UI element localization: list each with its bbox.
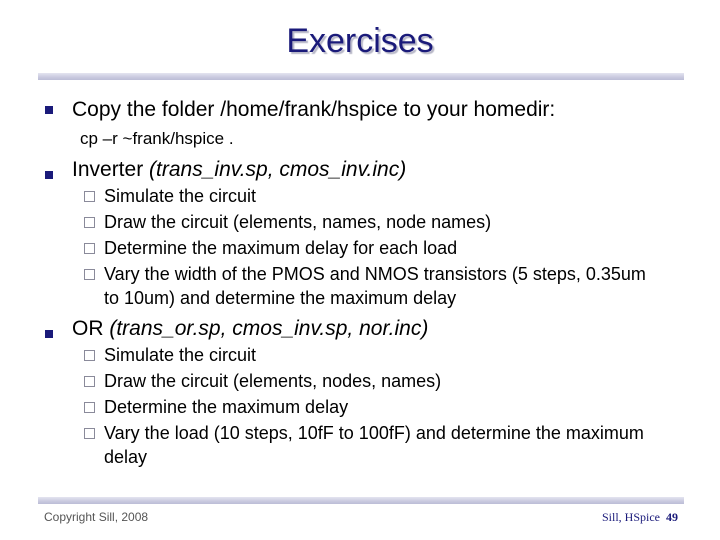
bullet-inverter	[72, 158, 406, 182]
inverter-step: Draw the circuit (elements, names, node names)	[104, 212, 492, 232]
inverter-step: Simulate the circuit	[104, 186, 257, 206]
title-divider	[38, 73, 684, 80]
bullet-or	[72, 317, 428, 341]
or-label: OR	[72, 317, 104, 340]
slide-title: Exercises	[286, 22, 434, 60]
inverter-step: Determine the maximum delay for each load	[104, 238, 458, 258]
or-step: Simulate the circuit	[104, 345, 257, 365]
checkbox-bullet	[84, 217, 95, 228]
copy-command: cp –r ~frank/hspice .	[80, 129, 234, 148]
bullet-copy-folder: Copy the folder /home/frank/hspice to your homedir:	[72, 98, 556, 121]
bullet-marker	[45, 106, 53, 114]
or-step: Draw the circuit (elements, nodes, names)	[104, 371, 442, 391]
inverter-label: Inverter	[72, 158, 144, 181]
checkbox-bullet	[84, 350, 95, 361]
footer-course: Sill, HSpice	[601, 510, 660, 524]
checkbox-bullet	[84, 243, 95, 254]
checkbox-bullet	[84, 191, 95, 202]
footer-copyright: Copyright Sill, 2008	[44, 510, 149, 524]
checkbox-bullet	[84, 428, 95, 439]
checkbox-bullet	[84, 402, 95, 413]
or-step: Determine the maximum delay	[104, 397, 349, 417]
or-files: (trans_or.sp, cmos_inv.sp, nor.inc)	[109, 317, 429, 340]
inverter-files: (trans_inv.sp, cmos_inv.inc)	[149, 158, 407, 181]
bullet-marker	[45, 171, 53, 179]
checkbox-bullet	[84, 269, 95, 280]
footer-divider	[38, 497, 684, 504]
footer-info	[602, 510, 678, 525]
checkbox-bullet	[84, 376, 95, 387]
page-number: 49	[666, 510, 678, 524]
or-step: Vary the load (10 steps, 10fF to 100fF) and determine the maximum delay	[104, 423, 644, 467]
inverter-step: Vary the width of the PMOS and NMOS transistors (5 steps, 0.35um to 10um) and determine the maximum delay	[104, 264, 646, 308]
bullet-marker	[45, 330, 53, 338]
